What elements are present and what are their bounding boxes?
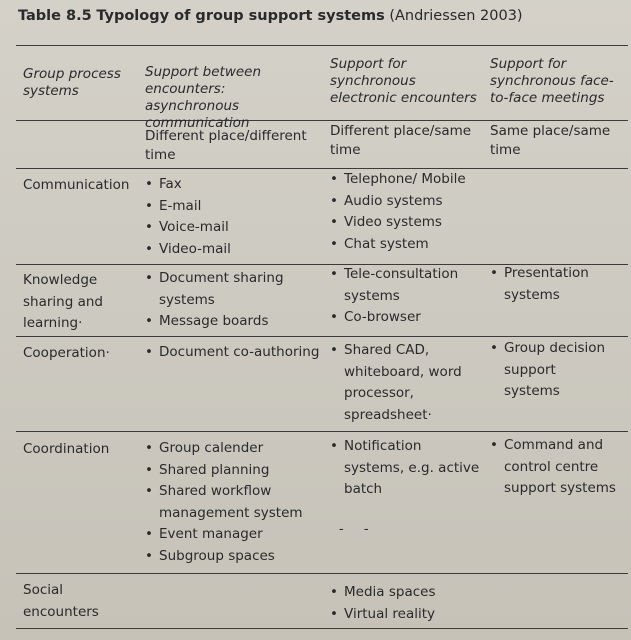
subheader-face-to-face: Same place/same time bbox=[490, 123, 611, 158]
table-caption bbox=[18, 8, 523, 24]
list-item: • Voice-mail bbox=[145, 217, 323, 239]
list-item: • Command and control centre support systems bbox=[490, 435, 620, 500]
list-async-cooperation bbox=[145, 342, 323, 364]
row-divider bbox=[16, 336, 628, 337]
row-label-communication: Communication bbox=[23, 177, 130, 193]
table-top-rule bbox=[16, 45, 628, 46]
list-sync-electronic-knowledge bbox=[330, 264, 486, 329]
list-item: • Fax bbox=[145, 174, 323, 196]
list-item: • Virtual reality bbox=[330, 604, 486, 626]
row-label-cooperation: Cooperation· bbox=[23, 345, 110, 361]
table-number: Table 8.5 bbox=[18, 8, 92, 24]
column-header-async: Support between encounters: asynchronous communication bbox=[145, 64, 262, 131]
row-divider bbox=[16, 431, 628, 432]
list-item: • Shared CAD, whiteboard, word processor, spreadsheet· bbox=[330, 340, 475, 426]
row-label-coordination: Coordination bbox=[23, 441, 110, 457]
row-label-social-encounters: Social encounters bbox=[23, 582, 99, 620]
list-item: • Message boards bbox=[145, 311, 323, 333]
list-async-communication bbox=[145, 174, 323, 260]
list-item: • Group decision support systems bbox=[490, 338, 615, 403]
row-divider bbox=[16, 168, 628, 169]
table-title: Typology of group support systems bbox=[96, 8, 385, 24]
list-item: • Co-browser bbox=[330, 307, 486, 329]
list-item: • Document co-authoring bbox=[145, 342, 323, 364]
list-item: • Shared workflow management system bbox=[145, 481, 323, 524]
list-item: • Audio systems bbox=[330, 191, 486, 213]
column-header-process: Group process systems bbox=[23, 66, 121, 99]
list-item: • Notification systems, e.g. active batch bbox=[330, 436, 480, 501]
list-item: • Group calender bbox=[145, 438, 323, 460]
column-header-face-to-face: Support for synchronous face-to-face meetings bbox=[490, 56, 614, 106]
list-item: • Shared planning bbox=[145, 460, 323, 482]
list-sync-electronic-cooperation bbox=[330, 340, 475, 426]
list-item: • Telephone/ Mobile bbox=[330, 169, 486, 191]
subheader-async: Different place/different time bbox=[145, 128, 307, 163]
list-item: • Event manager bbox=[145, 524, 323, 546]
table-citation: (Andriessen 2003) bbox=[389, 8, 523, 24]
list-async-coordination bbox=[145, 438, 323, 567]
list-item: • Video-mail bbox=[145, 239, 323, 261]
subheader-sync-electronic: Different place/same time bbox=[330, 123, 472, 158]
list-item: • Subgroup spaces bbox=[145, 546, 323, 568]
column-header-sync-electronic: Support for synchronous electronic encounters bbox=[330, 56, 477, 106]
row-label-knowledge-sharing: Knowledge sharing and learning· bbox=[23, 272, 103, 331]
list-item: • Media spaces bbox=[330, 582, 486, 604]
list-face-to-face-coordination bbox=[490, 435, 620, 500]
list-item: • Video systems bbox=[330, 212, 486, 234]
list-item: • Document sharing systems bbox=[145, 268, 323, 311]
row-divider bbox=[16, 573, 628, 574]
list-sync-electronic-coordination bbox=[330, 436, 480, 501]
list-async-knowledge bbox=[145, 268, 323, 333]
list-item: • Tele-consultation systems bbox=[330, 264, 486, 307]
list-face-to-face-cooperation bbox=[490, 338, 615, 403]
stray-marks: - - bbox=[339, 522, 377, 537]
list-item: • Chat system bbox=[330, 234, 486, 256]
list-sync-electronic-social bbox=[330, 582, 486, 625]
list-sync-electronic-communication bbox=[330, 169, 486, 255]
list-item: • Presentation systems bbox=[490, 263, 600, 306]
table-bottom-rule bbox=[16, 628, 628, 629]
list-face-to-face-knowledge bbox=[490, 263, 600, 306]
list-item: • E-mail bbox=[145, 196, 323, 218]
